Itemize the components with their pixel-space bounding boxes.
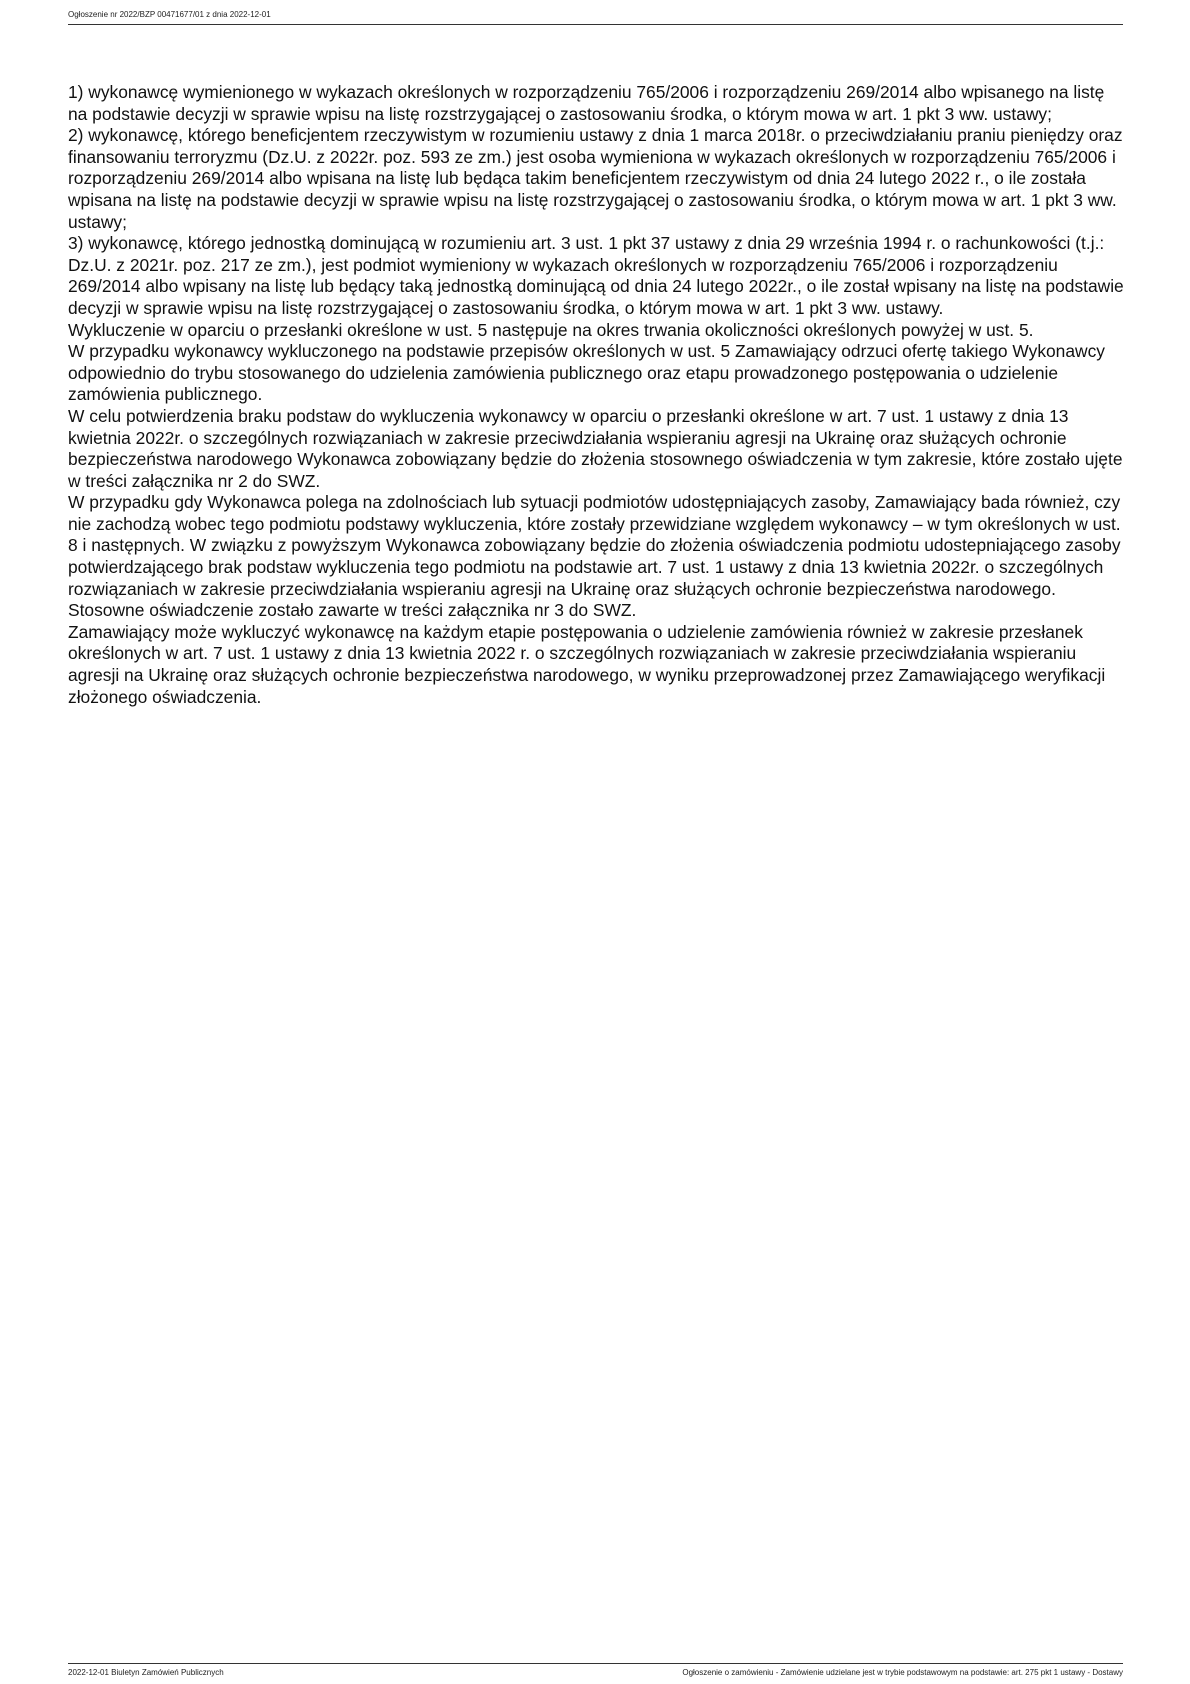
paragraph-exclusion-period: Wykluczenie w oparciu o przesłanki określone w ust. 5 następuje na okres trwania okoliczności określonych powyżej w ust. 5. [68, 319, 1034, 340]
paragraph-exclusion-any-stage: Zamawiający może wykluczyć wykonawcę na każdym etapie postępowania o udzielenie zamówienia również w zakresie przesłanek określonych w art. 7 ust. 1 ustawy z dnia 13 kwietnia 2022 r. o szczególnych rozwiązaniach w zakresie przeciwdziałania wspieraniu agresji na Ukrainę oraz służących ochronie bezpieczeństwa narodowego, w wyniku przeprowadzonej przez Zamawiającego weryfikacji złożonego oświadczenia. [68, 621, 1106, 707]
paragraph-resource-entity-declaration: W przypadku gdy Wykonawca polega na zdolnościach lub sytuacji podmiotów udostępniających zasoby, Zamawiający bada również, czy nie zachodzą wobec tego podmiotu podstawy wykluczenia, które zostały przewidziane względem wykonawcy – w tym określonych w ust. 8 i następnych. W związku z powyższym Wykonawca zobowiązany będzie do złożenia oświadczenia podmiotu udostepniającego zasoby potwierdzającego brak podstaw wykluczenia tego podmiotu na podstawie art. 7 ust. 1 ustawy z dnia 13 kwietnia 2022r. o szczególnych rozwiązaniach w zakresie przeciwdziałania wspieraniu agresji na Ukrainę oraz służących ochronie bezpieczeństwa narodowego. Stosowne oświadczenie zostało zawarte w treści załącznika nr 3 do SWZ. [68, 492, 1121, 621]
paragraph-exclusion-item-2: 2) wykonawcę, którego beneficjentem rzeczywistym w rozumieniu ustawy z dnia 1 marca 2018r. o przeciwdziałaniu praniu pieniędzy oraz finansowaniu terroryzmu (Dz.U. z 2022r. poz. 593 ze zm.) jest osoba wymieniona w wykazach określonych w rozporządzeniu 765/2006 i rozporządzeniu 269/2014 albo wpisana na listę lub będąca takim beneficjentem rzeczywistym od dnia 24 lutego 2022 r., o ile została wpisana na listę na podstawie decyzji w sprawie wpisu na listę rozstrzygającej o zastosowaniu środka, o którym mowa w art. 1 pkt 3 ww. ustawy; [68, 125, 1123, 232]
footer-divider [68, 1663, 1123, 1664]
paragraph-contractor-declaration: W celu potwierdzenia braku podstaw do wykluczenia wykonawcy w oparciu o przesłanki określone w art. 7 ust. 1 ustawy z dnia 13 kwietnia 2022r. o szczególnych rozwiązaniach w zakresie przeciwdziałania wspieraniu agresji na Ukrainę oraz służących ochronie bezpieczeństwa narodowego Wykonawca zobowiązany będzie do złożenia stosownego oświadczenia w tym zakresie, które zostało ujęte w treści załącznika nr 2 do SWZ. [68, 405, 1123, 491]
paragraph-exclusion-item-3: 3) wykonawcę, którego jednostką dominującą w rozumieniu art. 3 ust. 1 pkt 37 ustawy z dnia 29 września 1994 r. o rachunkowości (t.j.: Dz.U. z 2021r. poz. 217 ze zm.), jest podmiot wymieniony w wykazach określonych w rozporządzeniu 765/2006 i rozporządzeniu 269/2014 albo wpisany na listę lub będący taką jednostką dominującą od dnia 24 lutego 2022r., o ile został wpisany na listę na podstawie decyzji w sprawie wpisu na listę rozstrzygającej o zastosowaniu środka, o którym mowa w art. 1 pkt 3 ww. ustawy. [68, 233, 1124, 318]
header-divider [68, 24, 1123, 25]
footer-notice-type: Ogłoszenie o zamówieniu - Zamówienie udzielane jest w trybie podstawowym na podstawie: art. 275 pkt 1 ustawy - Dostawy [682, 1668, 1123, 1677]
paragraph-offer-rejection: W przypadku wykonawcy wykluczonego na podstawie przepisów określonych w ust. 5 Zamawiający odrzuci ofertę takiego Wykonawcy odpowiednio do trybu stosowanego do udzielenia zamówienia publicznego oraz etapu prowadzonego postępowania o udzielenie zamówienia publicznego. [68, 341, 1105, 405]
document-body [68, 82, 1128, 708]
paragraph-exclusion-item-1: 1) wykonawcę wymienionego w wykazach określonych w rozporządzeniu 765/2006 i rozporządzeniu 269/2014 albo wpisanego na listę na podstawie decyzji w sprawie wpisu na listę rozstrzygającej o zastosowaniu środka, o którym mowa w art. 1 pkt 3 ww. ustawy; [68, 82, 1105, 124]
page-header-notice-id: Ogłoszenie nr 2022/BZP 00471677/01 z dnia 2022-12-01 [68, 10, 271, 19]
footer-bulletin-date: 2022-12-01 Biuletyn Zamówień Publicznych [68, 1668, 224, 1677]
